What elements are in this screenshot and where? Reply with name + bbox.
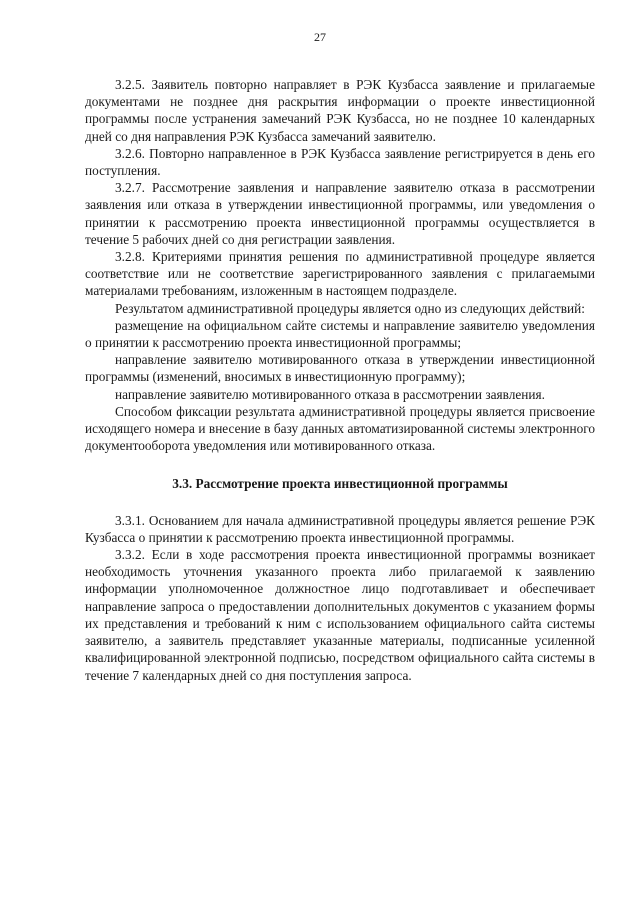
list-item-refusal-review: направление заявителю мотивированного отказа в рассмотрении заявления. xyxy=(115,386,545,402)
paragraph-3-3-2: 3.3.2. Если в ходе рассмотрения проекта инвестиционной программы возникает необходимость уточнения указанного проекта либо прилагаемой к заявлению информации уполномоченное должностное лицо подготавливает и обеспечивает направление запроса о предоставлении дополнительных документов с указанием формы их представления и требований к ним с использованием официального сайта системы заявителю, а заявитель представляет указанные материалы, подписанные усиленной квалифицированной электронной подписью, посредством официального сайта системы в течение 7 календарных дней со дня поступления запроса. xyxy=(85,547,595,683)
paragraph-3-2-5: 3.2.5. Заявитель повторно направляет в РЭК Кузбасса заявление и прилагаемые документами не позднее дня раскрытия информации о проекте инвестиционной программы после устранения замечаний РЭК Кузбасса, но не позднее 10 календарных дней со дня направления РЭК Кузбасса замечаний заявителю. xyxy=(85,77,595,144)
paragraph-3-2-6: 3.2.6. Повторно направленное в РЭК Кузбасса заявление регистрируется в день его поступления. xyxy=(85,145,595,179)
list-item-publish-notice: размещение на официальном сайте системы и направление заявителю уведомления о принятии к рассмотрению проекта инвестиционной программы; xyxy=(85,317,595,351)
paragraph-3-2-8: 3.2.8. Критериями принятия решения по административной процедуре является соответствие или не соответствие зарегистрированного заявления с прилагаемыми материалами требованиям, изложенным в настоящем подразделе. xyxy=(85,249,595,299)
paragraph-3-3-1: 3.3.1. Основанием для начала административной процедуры является решение РЭК Кузбасса о принятии к рассмотрению проекта инвестиционной программы. xyxy=(85,512,595,545)
paragraph-3-2-7: 3.2.7. Рассмотрение заявления и направление заявителю отказа в рассмотрении заявления или отказа в утверждении инвестиционной программы, или уведомления о принятии к рассмотрению проекта инвестиционной программы осуществляется в течение 5 рабочих дней со дня регистрации заявления. xyxy=(85,180,595,247)
paragraph-result-intro: Результатом административной процедуры является одно из следующих действий: xyxy=(115,300,585,316)
document-body xyxy=(85,76,595,684)
list-item-refusal-approval: направление заявителю мотивированного отказа в утверждении инвестиционной программы (изменений, вносимых в инвестиционную программу); xyxy=(85,352,595,385)
page-number: 27 xyxy=(314,30,326,44)
section-heading-3-3: 3.3. Рассмотрение проекта инвестиционной программы xyxy=(172,476,508,492)
paragraph-result-fixation: Способом фиксации результата административной процедуры является присвоение исходящего номера и внесение в базу данных автоматизированной системы электронного документооборота уведомления или мотивированного отказа. xyxy=(85,403,595,454)
